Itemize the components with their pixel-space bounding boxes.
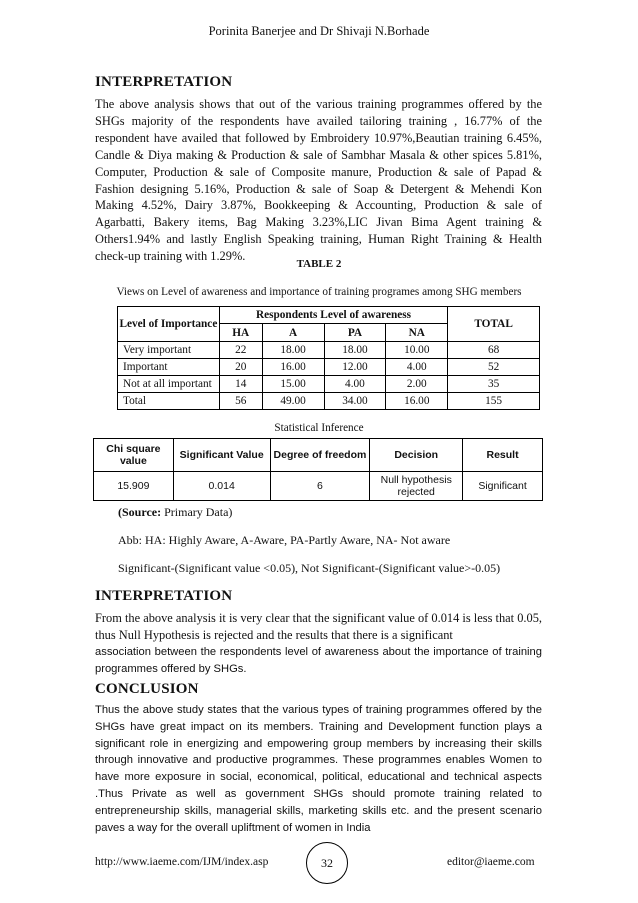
- cell-a: 18.00: [262, 342, 324, 359]
- col-head-level: Level of Importance: [118, 307, 220, 342]
- conclusion-heading: CONCLUSION: [95, 681, 199, 697]
- interpretation-paragraph-2: [95, 610, 542, 678]
- cell-na: 2.00: [386, 376, 448, 393]
- interpretation-text-1: The above analysis shows that out of the various training programmes offered by the SHGs majority of the respondents have availed tailoring training , 16.77% of the respondent have availed that followed by Embroidery 10.97%,Beautian training 6.45%, Candle & Diya making & Production & sale of Sambhar Masala & other spices 5.81%, Computer, Production & sale of Composite manure, Production & sale of Papad & Fashion designing 5.16%, Production & sale of Soap & Detergent & Mehendi Kon Making 4.52%, Dairy 3.87%, Bookkeeping & Accounting, Production & sale of Agarbatti, Bakery items, Bag Making 3.23%,LIC Jivan Bima Agent training & Others1.94% and lastly English Speaking training, Human Right Training & Health check-up training with 1.29%.: [95, 97, 542, 264]
- conclusion-text: Thus the above study states that the various types of training programmes offered by the SHGs have great impact on its members. Training and Development function plays a significant role in energizing and empowering group members by increasing their skills through innovative and productive programmes. These programmes enables Women to have more exposure in social, economical, political, educational and technical aspects .Thus Private as well as government SHGs should promote training related to entrepreneurship skills, managerial skills, marketing skills etc. and the present scenario paves a way for the overall upliftment of women in India: [95, 704, 542, 834]
- footer-email[interactable]: editor@iaeme.com: [447, 856, 535, 868]
- cell-ha: 22: [219, 342, 262, 359]
- cell-a: 49.00: [262, 393, 324, 410]
- cell-na: 10.00: [386, 342, 448, 359]
- interpretation-text-2b: association between the respondents level of awareness about the importance of training programmes offered by SHGs.: [95, 645, 542, 675]
- cell-ha: 20: [219, 359, 262, 376]
- table-row: [118, 359, 540, 376]
- col-head-na: NA: [386, 324, 448, 342]
- stat-head-df: Degree of freedom: [270, 439, 370, 472]
- awareness-table: [117, 306, 540, 410]
- running-header: Porinita Banerjee and Dr Shivaji N.Borhade: [208, 24, 430, 38]
- stat-chi-value: 15.909: [94, 472, 174, 501]
- col-head-ha: HA: [219, 324, 262, 342]
- table-row: [94, 472, 543, 501]
- footer-url[interactable]: http://www.iaeme.com/IJM/index.asp: [95, 856, 269, 868]
- cell-level: Important: [118, 359, 220, 376]
- cell-total: 68: [448, 342, 540, 359]
- cell-ha: 14: [219, 376, 262, 393]
- col-head-total: TOTAL: [448, 307, 540, 342]
- stat-inference-table: [93, 438, 543, 501]
- stat-head-result: Result: [463, 439, 543, 472]
- interpretation-text-2a: From the above analysis it is very clear that the significant value of 0.014 is less that 0.05, thus Null Hypothesis is rejected and the results that there is a significant: [95, 611, 542, 642]
- cell-total: 35: [448, 376, 540, 393]
- cell-level: Total: [118, 393, 220, 410]
- stat-title: Statistical Inference: [274, 422, 364, 434]
- cell-total: 52: [448, 359, 540, 376]
- table2-caption: Views on Level of awareness and importance of training programes among SHG members: [116, 286, 522, 298]
- interpretation-heading-2: INTERPRETATION: [95, 588, 233, 604]
- cell-pa: 34.00: [324, 393, 386, 410]
- significance-note: Significant-(Significant value <0.05), Not Significant-(Significant value>-0.05): [118, 561, 501, 575]
- cell-pa: 12.00: [324, 359, 386, 376]
- cell-ha: 56: [219, 393, 262, 410]
- source-label: (Source:: [118, 505, 162, 519]
- abbreviation-note: Abb: HA: Highly Aware, A-Aware, PA-Partly Aware, NA- Not aware: [118, 533, 451, 547]
- stat-decision-value: Null hypothesis rejected: [370, 472, 463, 501]
- cell-a: 16.00: [262, 359, 324, 376]
- col-head-a: A: [262, 324, 324, 342]
- table-row: [118, 393, 540, 410]
- cell-na: 16.00: [386, 393, 448, 410]
- col-head-group: Respondents Level of awareness: [219, 307, 447, 324]
- col-head-pa: PA: [324, 324, 386, 342]
- source-note: [118, 505, 232, 520]
- cell-pa: 4.00: [324, 376, 386, 393]
- stat-df-value: 6: [270, 472, 370, 501]
- conclusion-paragraph: [95, 702, 542, 836]
- stat-head-decision: Decision: [370, 439, 463, 472]
- stat-head-sig: Significant Value: [173, 439, 270, 472]
- table-row: [118, 342, 540, 359]
- stat-sig-value: 0.014: [173, 472, 270, 501]
- stat-head-chi: Chi square value: [94, 439, 174, 472]
- source-text: Primary Data): [161, 505, 233, 519]
- cell-level: Not at all important: [118, 376, 220, 393]
- interpretation-heading-1: INTERPRETATION: [95, 74, 233, 90]
- cell-na: 4.00: [386, 359, 448, 376]
- cell-level: Very important: [118, 342, 220, 359]
- cell-total: 155: [448, 393, 540, 410]
- cell-a: 15.00: [262, 376, 324, 393]
- interpretation-paragraph-1: [95, 96, 542, 265]
- cell-pa: 18.00: [324, 342, 386, 359]
- page-number: 32: [306, 842, 348, 884]
- table2-label: TABLE 2: [296, 258, 342, 270]
- table-row: [118, 376, 540, 393]
- stat-result-value: Significant: [463, 472, 543, 501]
